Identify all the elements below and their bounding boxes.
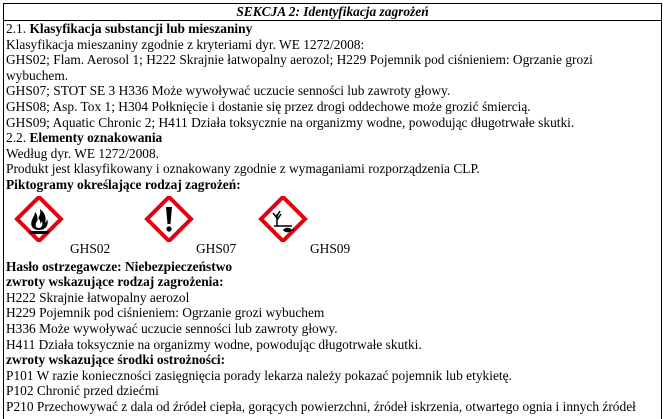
classification-line: GHS08; Asp. Tox 1; H304 Połknięcie i dostanie się przez drogi oddechowe może grozić śmiercią. <box>6 98 531 114</box>
precaution-statement: P101 W razie konieczności zasięgnięcia porady lekarza należy pokazać pojemnik lub etykietę. <box>6 367 512 383</box>
hazard-statement: H336 Może wywoływać uczucie senności lub zawroty głowy. <box>6 320 338 336</box>
exclamation-icon <box>138 196 200 242</box>
pictogram-row <box>6 193 661 259</box>
subsection-2-1-heading <box>6 21 661 37</box>
environment-icon <box>252 196 314 242</box>
subsection-number: 2.1. <box>6 21 27 36</box>
classification-line: GHS09; Aquatic Chronic 2; H411 Działa toksycznie na organizmy wodne, powodując długotrwałe skutki. <box>6 114 575 130</box>
pictogram-label: GHS09 <box>310 240 351 256</box>
clp-line: Produkt jest klasyfikowany i oznakowany zgodnie z wymaganiami rozporządzenia CLP. <box>6 161 480 177</box>
sds-section-2 <box>3 3 662 419</box>
pictograms-heading: Piktogramy określające rodzaj zagrożeń: <box>6 176 241 192</box>
signal-word <box>6 259 661 275</box>
signal-word-label: Hasło ostrzegawcze: <box>6 258 122 274</box>
signal-word-value: Niebezpieczeństwo <box>125 258 233 274</box>
pictogram-label: GHS07 <box>196 240 237 256</box>
regulation-line: Według dyr. WE 1272/2008. <box>6 145 160 161</box>
precaution-heading: zwroty wskazujące środki ostrożności: <box>6 352 226 368</box>
classification-line: GHS02; Flam. Aerosol 1; H222 Skrajnie łatwopalny aerozol; H229 Pojemnik pod ciśnieniem: Ogrzanie grozi wybuchem. <box>6 52 593 83</box>
classification-intro: Klasyfikacja mieszaniny zgodnie z kryteriami dyr. WE 1272/2008: <box>6 36 365 52</box>
hazard-heading: zwroty wskazujące rodzaj zagrożenia: <box>6 274 224 290</box>
hazard-statement: H229 Pojemnik pod ciśnieniem: Ogrzanie grozi wybuchem <box>6 305 325 321</box>
flame-icon <box>8 196 70 242</box>
section-content <box>4 21 661 414</box>
subsection-2-2-heading <box>6 130 661 146</box>
pictogram-label: GHS02 <box>70 240 111 256</box>
subsection-title: Elementy oznakowania <box>29 130 163 146</box>
precaution-statement: P102 Chronić przed dziećmi <box>6 383 159 399</box>
hazard-statement: H222 Skrajnie łatwopalny aerozol <box>6 289 190 305</box>
subsection-title: Klasyfikacja substancji lub mieszaniny <box>29 21 253 36</box>
classification-line: GHS07; STOT SE 3 H336 Może wywoływać uczucie senności lub zawroty głowy. <box>6 83 451 99</box>
hazard-statement: H411 Działa toksycznie na organizmy wodne, powodując długotrwałe skutki. <box>6 336 422 352</box>
section-title: SEKCJA 2: Identyfikacja zagrożeń <box>4 4 661 21</box>
precaution-statement: P210 Przechowywać z dala od źródeł ciepła, gorących powierzchni, źródeł iskrzenia, otwartego ognia i innych źródeł <box>6 398 636 414</box>
subsection-number: 2.2. <box>6 130 27 146</box>
